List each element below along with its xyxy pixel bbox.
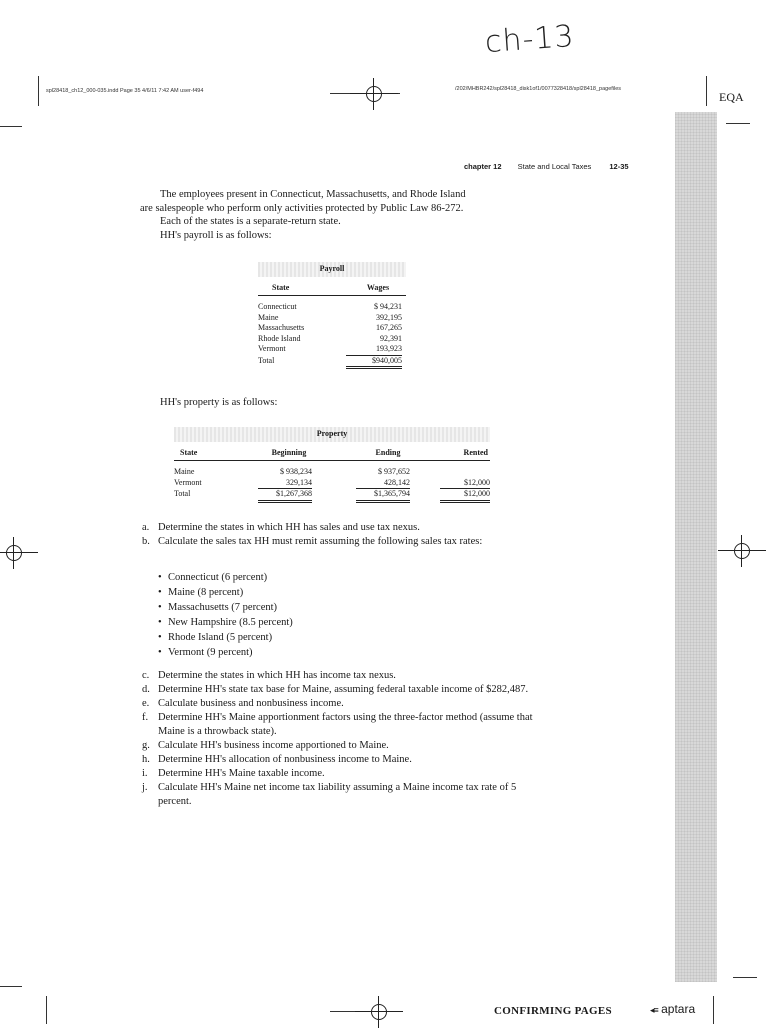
list-item <box>142 753 534 767</box>
list-item <box>142 711 534 739</box>
list-item <box>142 739 534 753</box>
slug-right: /202/MHBR242/spl28418_disk1of1/0077328418/spl28418_pagefiles <box>455 86 622 92</box>
running-head-page: 12-35 <box>609 162 629 171</box>
crop-mark <box>733 977 757 978</box>
registration-mark-right <box>718 535 766 567</box>
property-caption: Property <box>174 427 490 442</box>
questions-cj <box>142 669 534 809</box>
table-row <box>174 478 490 490</box>
list-item: • Maine (8 percent) <box>158 585 293 600</box>
payroll-wages: 193,923 <box>346 344 402 356</box>
property-rented <box>440 467 490 478</box>
property-table <box>174 427 490 503</box>
question-letter: h. <box>142 754 150 765</box>
crop-mark <box>0 126 22 127</box>
property-ending: $1,365,794 <box>356 489 410 503</box>
scan-strip <box>675 112 717 982</box>
table-row <box>258 323 406 334</box>
payroll-caption: Payroll <box>258 262 406 277</box>
list-item: • Vermont (9 percent) <box>158 645 293 660</box>
table-row <box>174 489 490 503</box>
payroll-state: Rhode Island <box>258 333 301 343</box>
payroll-state: Maine <box>258 312 279 322</box>
payroll-wages: $940,005 <box>346 356 402 370</box>
list-item: • New Hampshire (8.5 percent) <box>158 615 293 630</box>
property-state: Total <box>174 489 191 498</box>
payroll-wages: 92,391 <box>380 333 402 343</box>
question-text: Calculate HH's business income apportioned to Maine. <box>158 740 389 751</box>
list-item <box>142 535 514 549</box>
payroll-state: Massachusetts <box>258 323 305 332</box>
question-letter: f. <box>142 712 149 723</box>
property-header-rented: Rented <box>463 447 488 457</box>
aptara-mark-icon: ◂≡ <box>650 1005 658 1015</box>
table-row <box>258 356 406 370</box>
aptara-wordmark: aptara <box>661 1002 696 1016</box>
question-letter: e. <box>142 698 150 709</box>
handwritten-note: ch-13 <box>483 18 576 61</box>
intro-line: are salespeople who perform only activities protected by Public Law 86-272. <box>140 202 464 214</box>
list-item: • Connecticut (6 percent) <box>158 570 293 585</box>
registration-mark-top <box>350 78 398 110</box>
question-text: Determine HH's Maine apportionment factors using the three-factor method (assume that Maine is a throwback state). <box>158 712 533 737</box>
question-letter: b. <box>142 536 150 547</box>
payroll-state: Total <box>258 355 275 365</box>
property-rented: $12,000 <box>440 489 490 503</box>
payroll-header-wages: Wages <box>366 282 390 292</box>
payroll-wages: 167,265 <box>376 323 402 332</box>
table-row <box>258 344 406 356</box>
list-item <box>142 683 534 697</box>
payroll-table <box>258 262 406 369</box>
intro-line: Each of the states is a separate-return state. <box>160 216 341 227</box>
list-item <box>142 697 534 711</box>
slug-left: spl28418_ch12_000-035.indd Page 35 4/6/11 7:42 AM user-f494 <box>46 88 204 94</box>
list-item <box>142 669 534 683</box>
question-letter: a. <box>142 522 150 533</box>
property-ending: $ 937,652 <box>378 467 410 476</box>
sales-tax-rates <box>158 570 293 660</box>
property-ending: 428,142 <box>356 478 410 490</box>
question-letter: j. <box>142 782 148 793</box>
list-item <box>142 521 514 535</box>
property-intro: HH's property is as follows: <box>160 397 278 408</box>
payroll-wages: $ 94,231 <box>374 302 402 311</box>
property-header-ending: Ending <box>375 447 401 457</box>
property-rented: $12,000 <box>440 478 490 490</box>
registration-mark-bottom <box>355 996 403 1028</box>
property-state: Maine <box>174 467 195 476</box>
payroll-wages: 392,195 <box>376 312 402 322</box>
intro-line: The employees present in Connecticut, Massachusetts, and Rhode Island <box>160 189 466 200</box>
list-item: • Massachusetts (7 percent) <box>158 600 293 615</box>
question-letter: c. <box>142 670 150 681</box>
property-beginning: 329,134 <box>258 478 312 490</box>
list-item: • Rhode Island (5 percent) <box>158 630 293 645</box>
crop-mark <box>726 123 750 124</box>
property-header-beginning: Beginning <box>271 447 307 457</box>
running-head-chapter: chapter 12 <box>464 162 502 171</box>
questions-ab <box>142 521 514 549</box>
list-item <box>142 781 534 809</box>
question-letter: i. <box>142 768 148 779</box>
question-letter: g. <box>142 740 150 751</box>
payroll-state: Connecticut <box>258 302 297 311</box>
property-beginning: $1,267,368 <box>258 489 312 503</box>
question-text: Determine HH's state tax base for Maine, assuming federal taxable income of $282,487. <box>158 684 529 695</box>
question-letter: d. <box>142 684 150 695</box>
question-text: Determine the states in which HH has sales and use tax nexus. <box>158 522 420 533</box>
table-row <box>258 302 406 313</box>
list-item <box>142 767 534 781</box>
intro-line: HH's payroll is as follows: <box>160 229 272 241</box>
question-text: Calculate the sales tax HH must remit assuming the following sales tax rates: <box>158 536 483 547</box>
payroll-header-state: State <box>272 282 290 292</box>
registration-mark-left <box>0 537 38 569</box>
question-text: Determine HH's allocation of nonbusiness income to Maine. <box>158 754 412 765</box>
slug-tag: EQA <box>719 90 744 104</box>
intro-paragraph <box>140 188 540 242</box>
running-head <box>464 162 629 171</box>
running-head-title: State and Local Taxes <box>517 162 592 171</box>
question-text: Calculate business and nonbusiness income. <box>158 698 344 709</box>
property-header-state: State <box>180 447 198 457</box>
payroll-state: Vermont <box>258 344 286 353</box>
confirming-pages: CONFIRMING PAGES <box>494 1005 612 1017</box>
property-beginning: $ 938,234 <box>280 467 312 476</box>
question-text: Determine HH's Maine taxable income. <box>158 768 325 779</box>
crop-mark <box>0 986 22 987</box>
table-row <box>258 334 406 345</box>
table-row <box>258 313 406 324</box>
table-row <box>174 467 490 478</box>
question-text: Calculate HH's Maine net income tax liability assuming a Maine income tax rate of 5 percent. <box>158 782 517 807</box>
property-state: Vermont <box>174 477 202 487</box>
aptara-logo <box>650 1002 695 1016</box>
question-text: Determine the states in which HH has income tax nexus. <box>158 670 396 681</box>
